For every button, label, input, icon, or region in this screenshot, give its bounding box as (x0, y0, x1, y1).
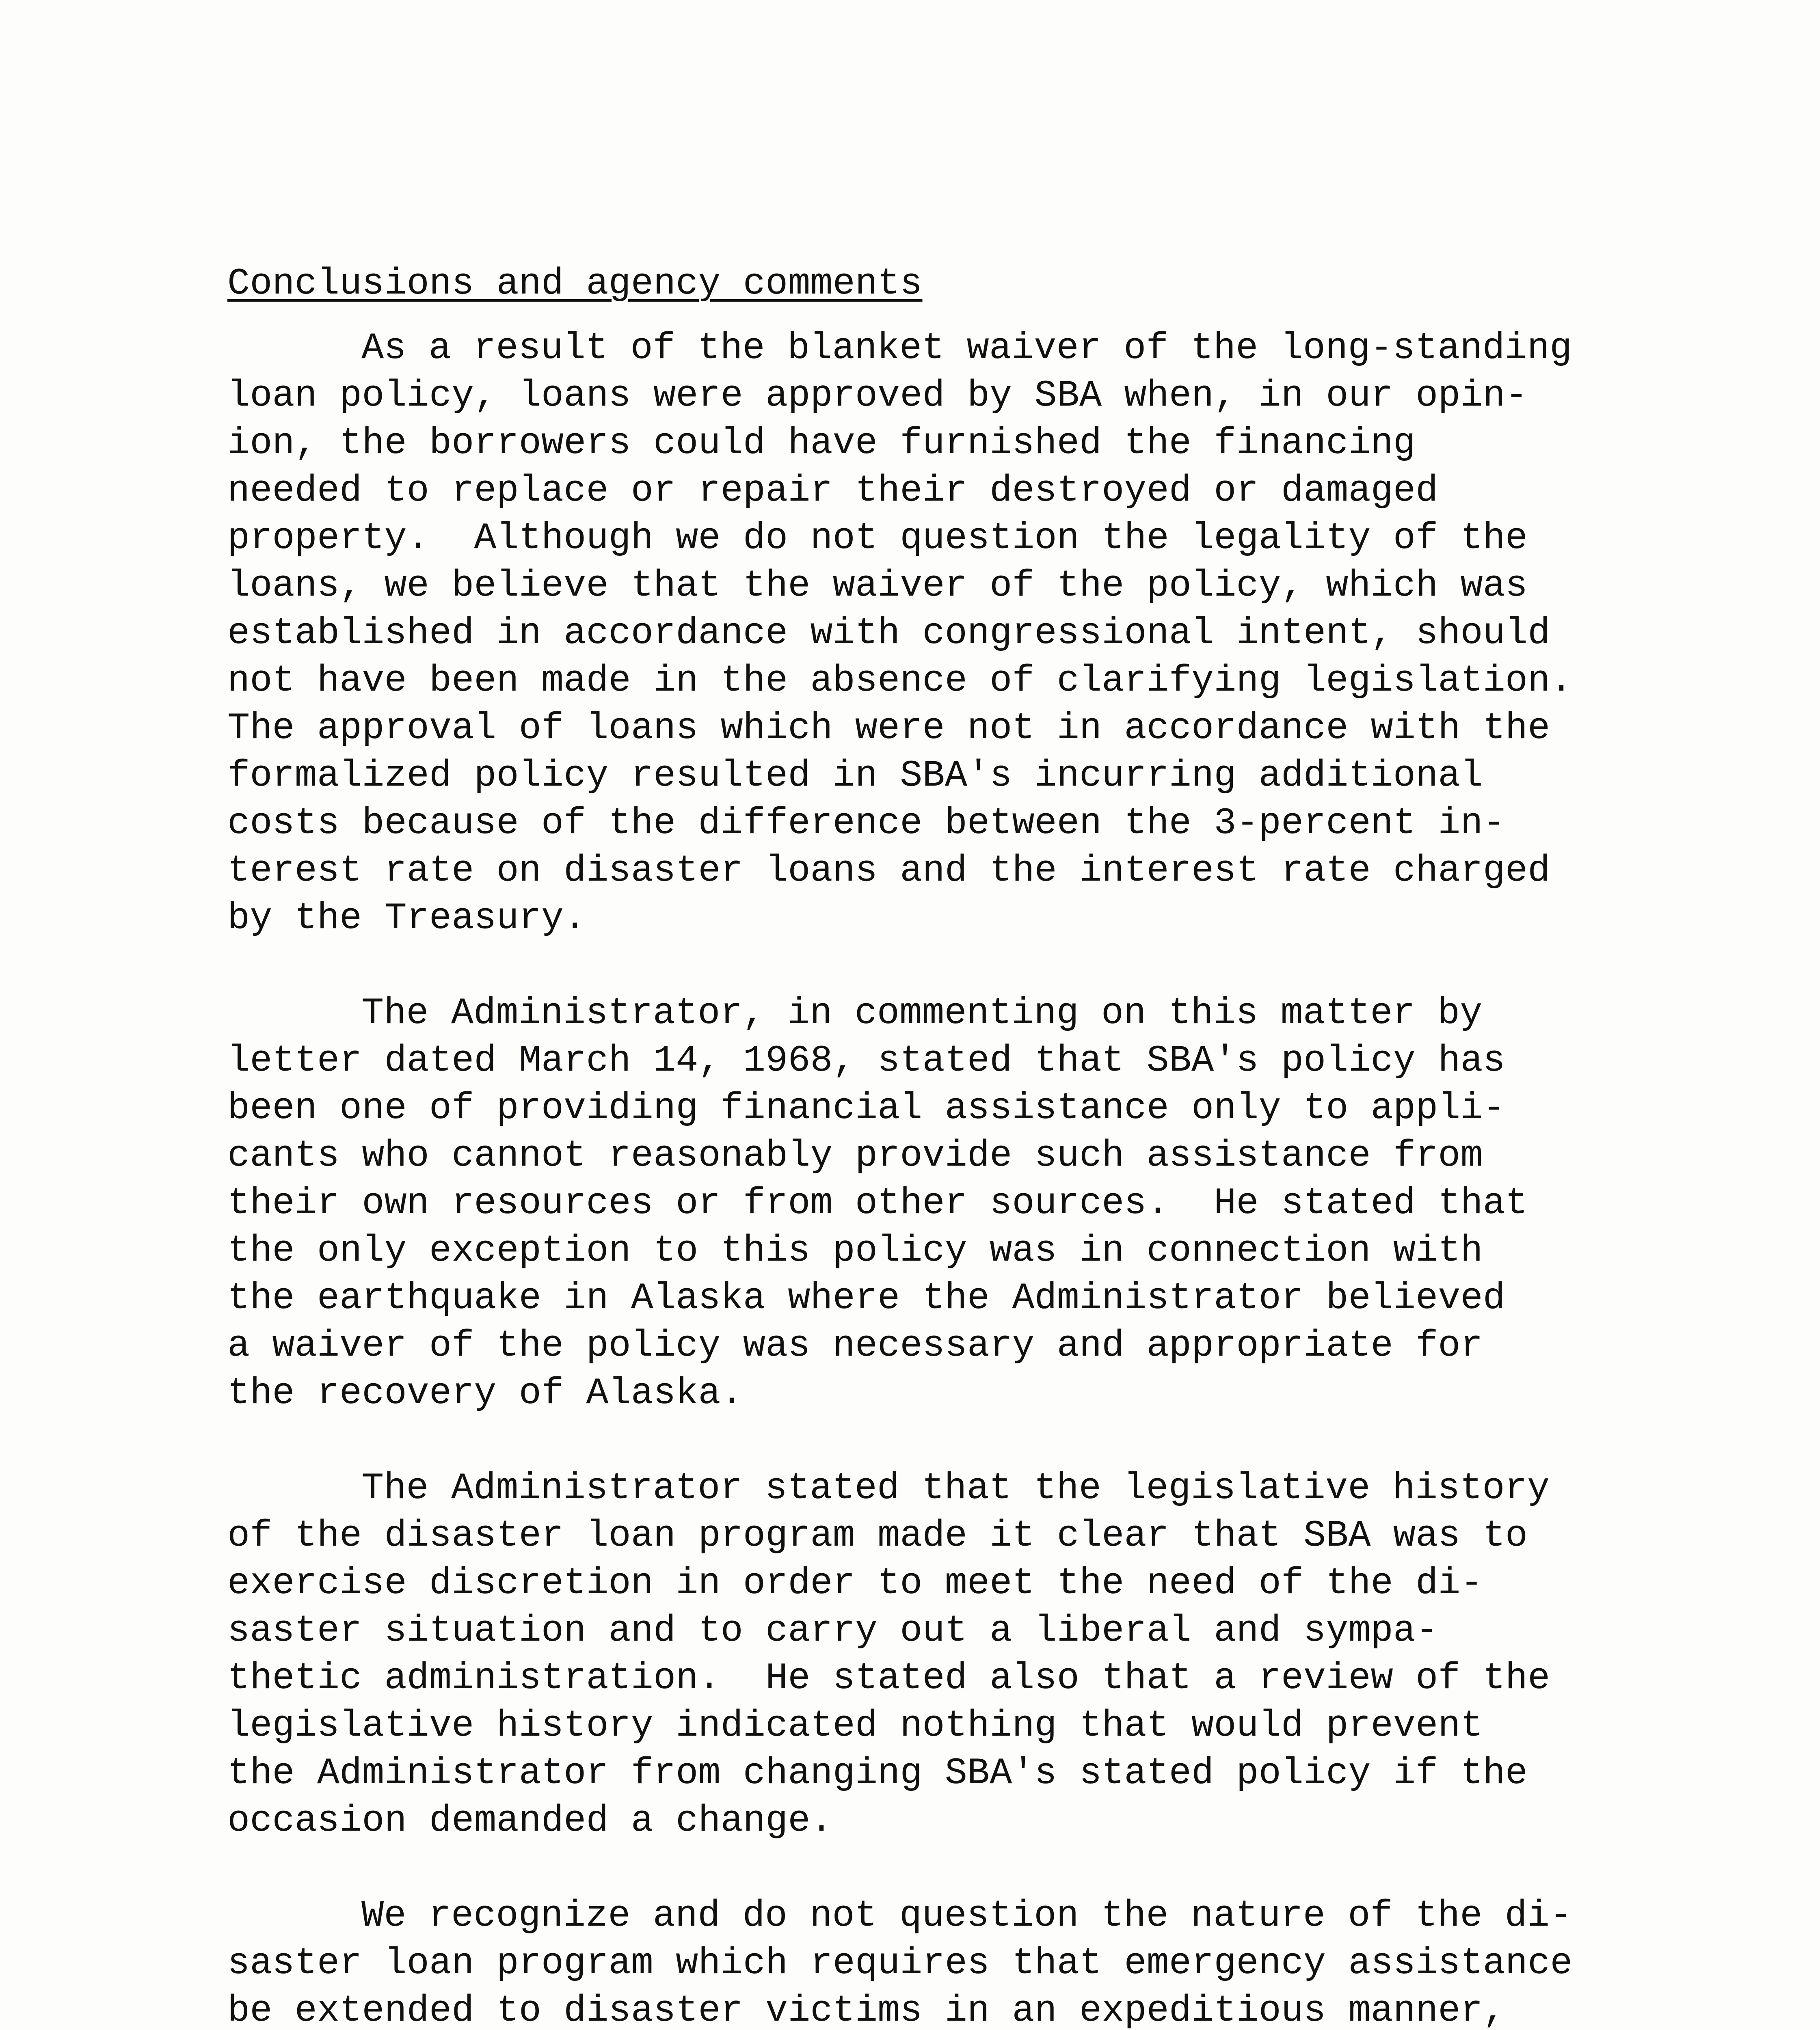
text-line: The approval of loans which were not in accordance with the (227, 707, 1550, 749)
text-line: their own resources or from other sources. He stated that (227, 1182, 1528, 1224)
text-line: The Administrator, in commenting on this matter by (361, 992, 1483, 1034)
paragraph-4 (227, 1892, 1697, 2030)
text-line: needed to replace or repair their destroyed or damaged (227, 469, 1438, 512)
text-line: saster loan program which requires that emergency assistance (227, 1942, 1573, 1985)
text-line: formalized policy resulted in SBA's incurring additional (227, 754, 1483, 797)
text-line: loans, we believe that the waiver of the policy, which was (227, 564, 1528, 607)
text-line: a waiver of the policy was necessary and appropriate for (227, 1324, 1483, 1367)
section-heading: Conclusions and agency comments (227, 262, 923, 305)
text-line: the Administrator from changing SBA's stated policy if the (227, 1752, 1528, 1795)
text-line: letter dated March 14, 1968, stated that SBA's policy has (227, 1039, 1505, 1082)
text-line: ion, the borrowers could have furnished the financing (227, 422, 1416, 464)
text-line: exercise discretion in order to meet the need of the di- (227, 1562, 1483, 1605)
text-line: As a result of the blanket waiver of the long-standing (361, 327, 1572, 369)
text-line: We recognize and do not question the nature of the di- (361, 1894, 1572, 1937)
text-line: terest rate on disaster loans and the interest rate charged (227, 849, 1550, 892)
paragraph-2 (227, 989, 1697, 1417)
text-line: cants who cannot reasonably provide such assistance from (227, 1134, 1483, 1177)
text-line: thetic administration. He stated also that a review of the (227, 1657, 1550, 1700)
text-line: not have been made in the absence of clarifying legislation. (227, 659, 1573, 702)
text-line: by the Treasury. (227, 897, 586, 939)
text-line: occasion demanded a change. (227, 1799, 833, 1842)
paragraph-3 (227, 1464, 1697, 1844)
text-line: costs because of the difference between the 3-percent in- (227, 802, 1505, 844)
text-line: of the disaster loan program made it clear that SBA was to (227, 1514, 1528, 1557)
text-line: be extended to disaster victims in an expeditious manner, (227, 1989, 1505, 2030)
paragraph-1 (227, 324, 1697, 942)
text-line: the only exception to this policy was in connection with (227, 1229, 1483, 1272)
text-line: property. Although we do not question the legality of the (227, 517, 1528, 559)
text-line: loan policy, loans were approved by SBA when, in our opin- (227, 374, 1528, 417)
text-line: the recovery of Alaska. (227, 1372, 743, 1415)
text-line: established in accordance with congressional intent, should (227, 612, 1550, 654)
text-line: been one of providing financial assistance only to appli- (227, 1087, 1505, 1129)
text-line: The Administrator stated that the legislative history (361, 1467, 1550, 1510)
text-line: legislative history indicated nothing that would prevent (227, 1704, 1483, 1747)
text-line: saster situation and to carry out a liberal and sympa- (227, 1609, 1438, 1652)
text-line: the earthquake in Alaska where the Administrator believed (227, 1277, 1505, 1320)
document-body (227, 260, 1697, 2030)
